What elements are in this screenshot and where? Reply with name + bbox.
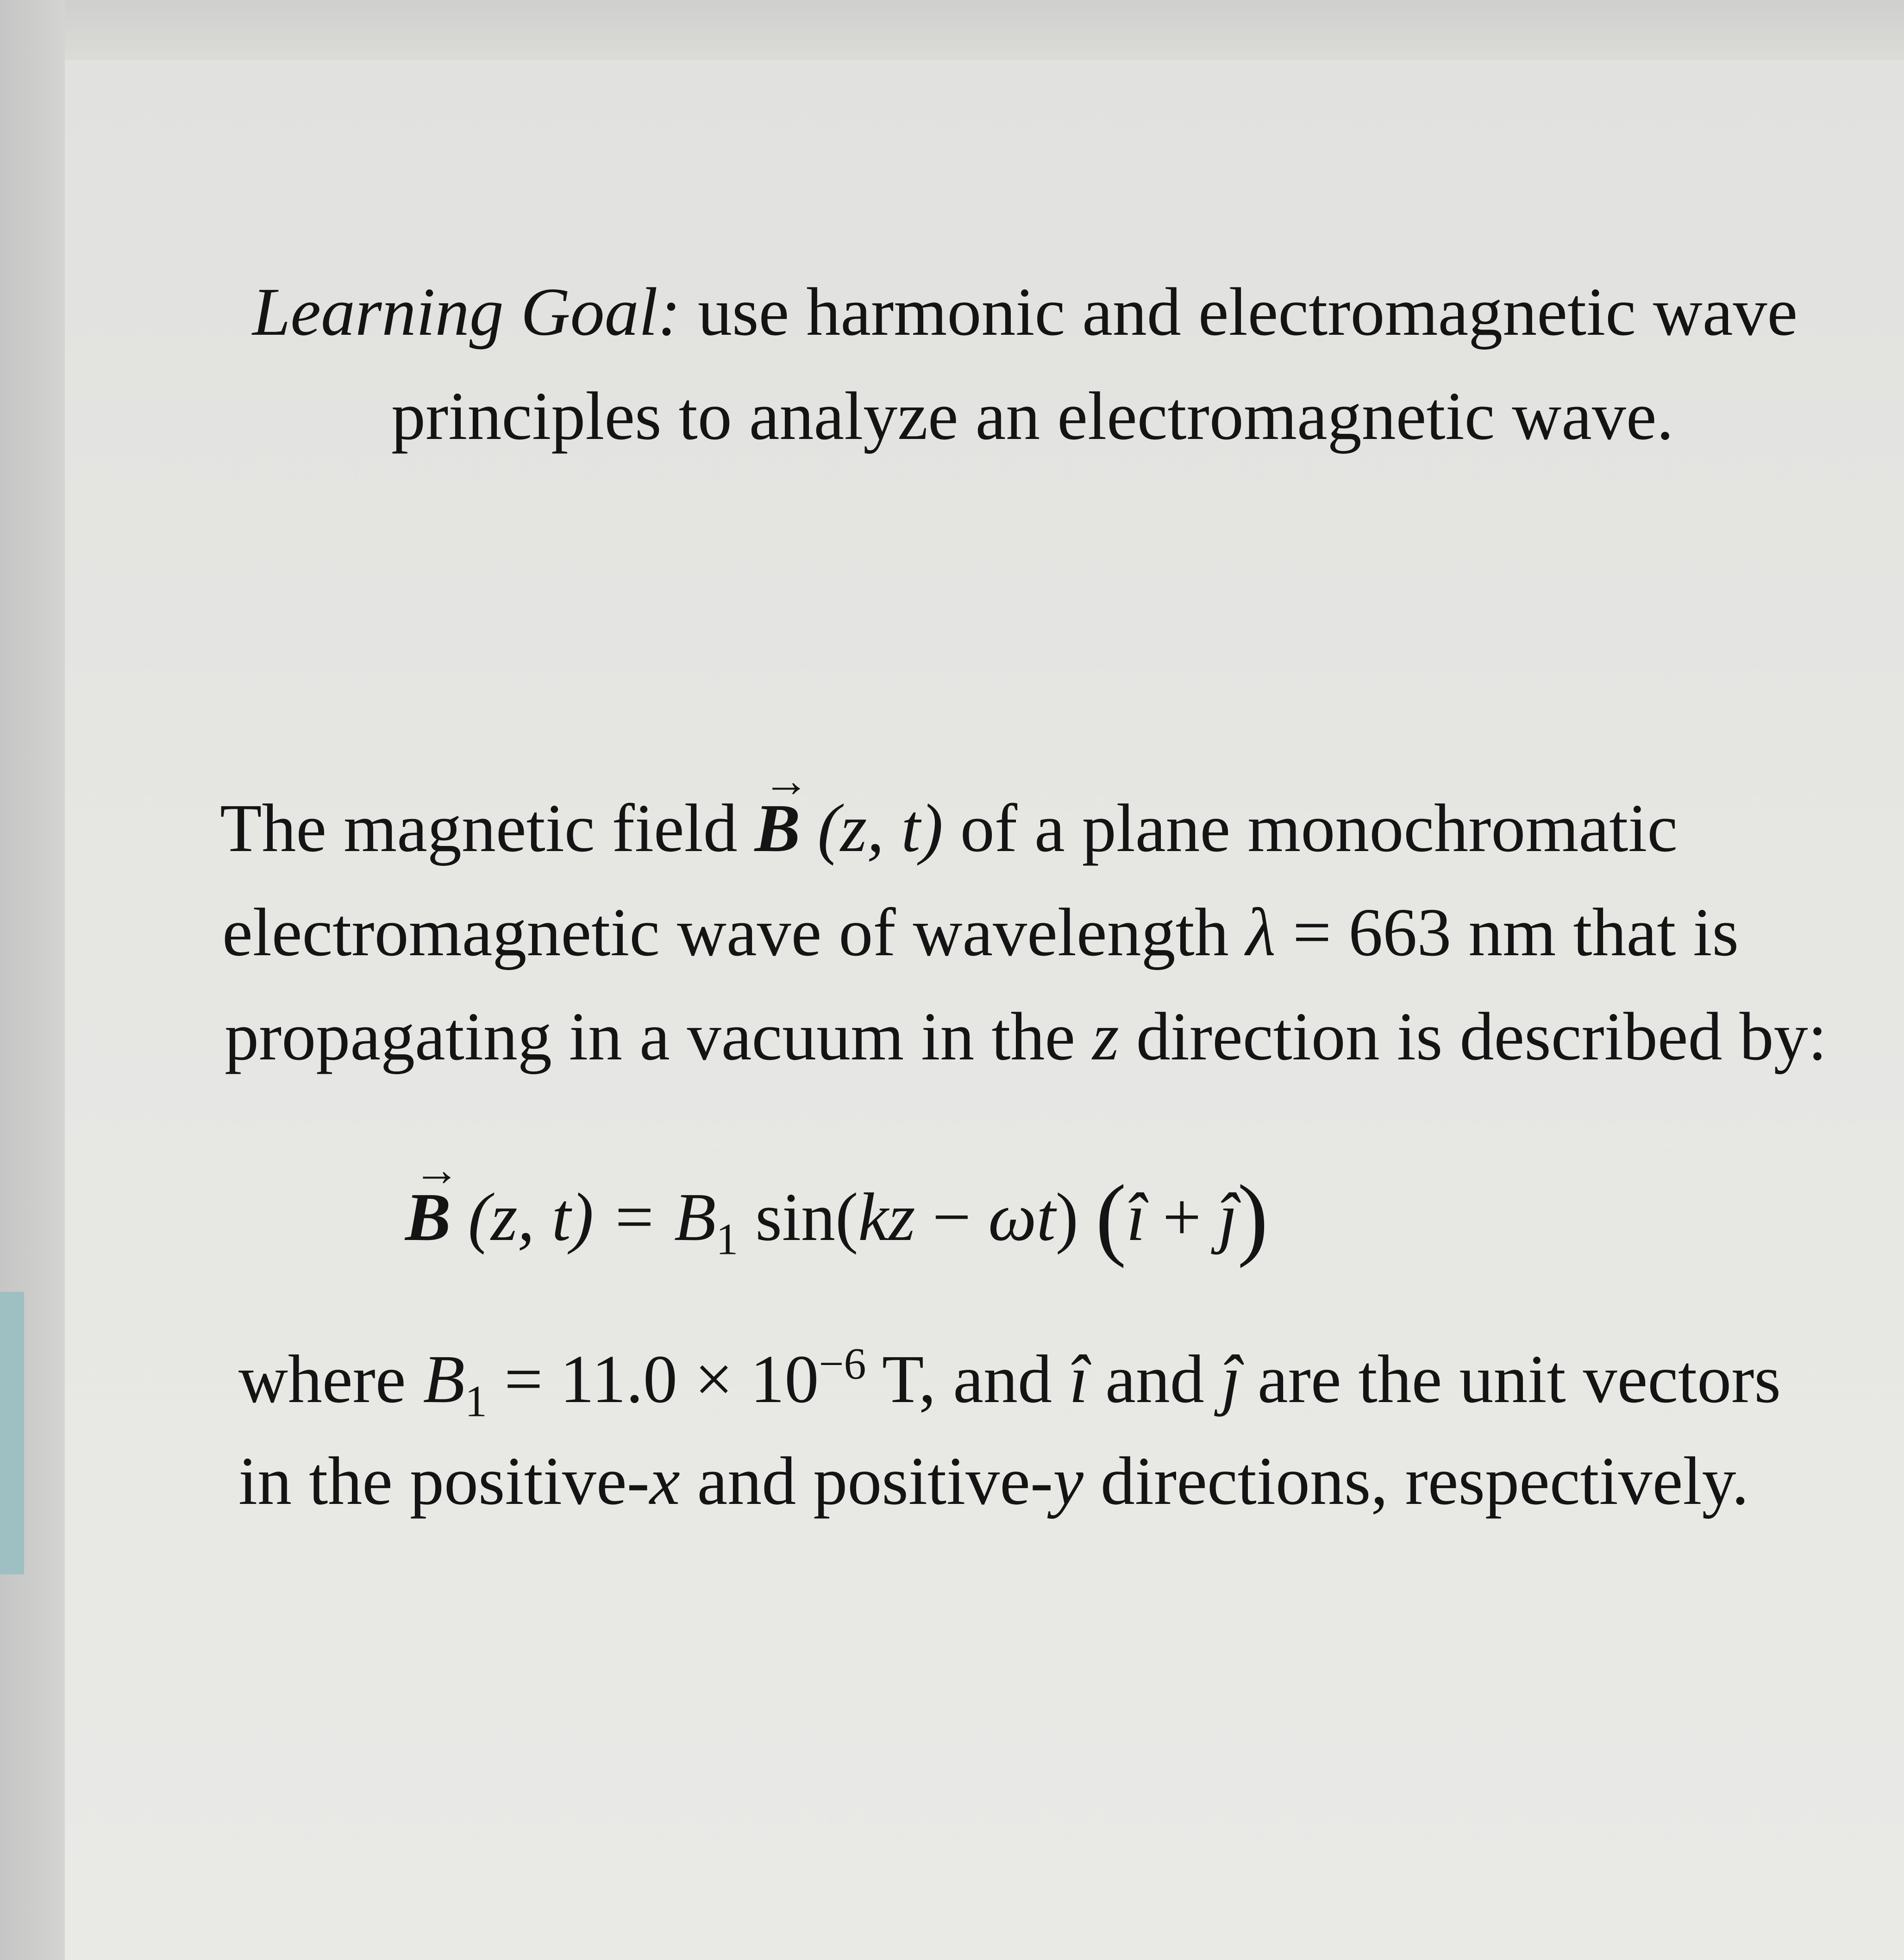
learning-goal-text-2: principles to analyze an electromagnetic wave. (391, 378, 1674, 454)
problem-text-2b: = 663 nm that is (1292, 895, 1739, 971)
j-hat-where: ĵ (1221, 1341, 1240, 1417)
equation-close-paren: ) (1237, 1166, 1268, 1269)
equation-lhs-vector: → B (405, 1144, 460, 1255)
equation-open-paren: ( (1095, 1166, 1127, 1269)
problem-line-1 (220, 755, 1678, 866)
wave-equation (405, 1144, 1268, 1269)
equation-lhs-args: (z, t) = (468, 1179, 657, 1255)
y-symbol: y (1053, 1443, 1084, 1519)
where-text-1c: are the unit vectors (1240, 1341, 1781, 1417)
where-text-2c: directions, respectively. (1083, 1443, 1749, 1519)
b1-value: = 11.0 × 10 (487, 1341, 819, 1417)
learning-goal-line-2 (391, 378, 1674, 454)
b1-exponent: −6 (819, 1339, 866, 1389)
field-args: (z, t) (817, 790, 943, 866)
where-and: and (1088, 1341, 1221, 1417)
vector-arrow-icon: → (413, 1144, 460, 1196)
problem-text-2a: electromagnetic wave of wavelength (222, 895, 1229, 971)
where-text-2b: and positive- (680, 1443, 1053, 1519)
problem-text-1a: The magnetic field (220, 790, 738, 866)
equation-plus: + (1145, 1179, 1219, 1255)
vector-arrow-icon: → (763, 755, 809, 807)
x-symbol: x (649, 1443, 680, 1519)
where-line-2 (238, 1443, 1749, 1519)
learning-goal-text-1: use harmonic and electromagnetic wave (698, 274, 1798, 350)
equation-kz: kz (858, 1179, 915, 1255)
equation-coefficient: $B_1$ (674, 1179, 739, 1264)
problem-text-1b: of a plane monochromatic (960, 790, 1678, 866)
z-symbol: z (1092, 999, 1119, 1075)
where-text-1a: where (238, 1341, 406, 1417)
magnetic-field-vector: → B (754, 755, 809, 866)
problem-line-3 (225, 999, 1827, 1075)
j-hat: ĵ (1218, 1179, 1238, 1255)
i-hat: î (1126, 1179, 1146, 1255)
where-text-1b: T, and (866, 1341, 1052, 1417)
equation-close: ) (1055, 1179, 1078, 1255)
problem-text-3b: direction is described by: (1136, 999, 1827, 1075)
learning-goal-line-1 (252, 274, 1798, 350)
lambda-symbol: λ (1246, 895, 1276, 971)
learning-goal-label: Learning Goal: (252, 274, 681, 350)
problem-line-2 (222, 895, 1739, 971)
equation-wt: ωt (988, 1179, 1056, 1255)
problem-text-3a: propagating in a vacuum in the (225, 999, 1076, 1075)
i-hat-where: î (1069, 1341, 1089, 1417)
equation-minus: − (915, 1179, 989, 1255)
where-text-2a: in the positive- (238, 1443, 650, 1519)
b1-symbol: $B_1$ (423, 1341, 487, 1426)
equation-sin: sin( (755, 1179, 858, 1255)
where-line-1 (238, 1339, 1781, 1426)
